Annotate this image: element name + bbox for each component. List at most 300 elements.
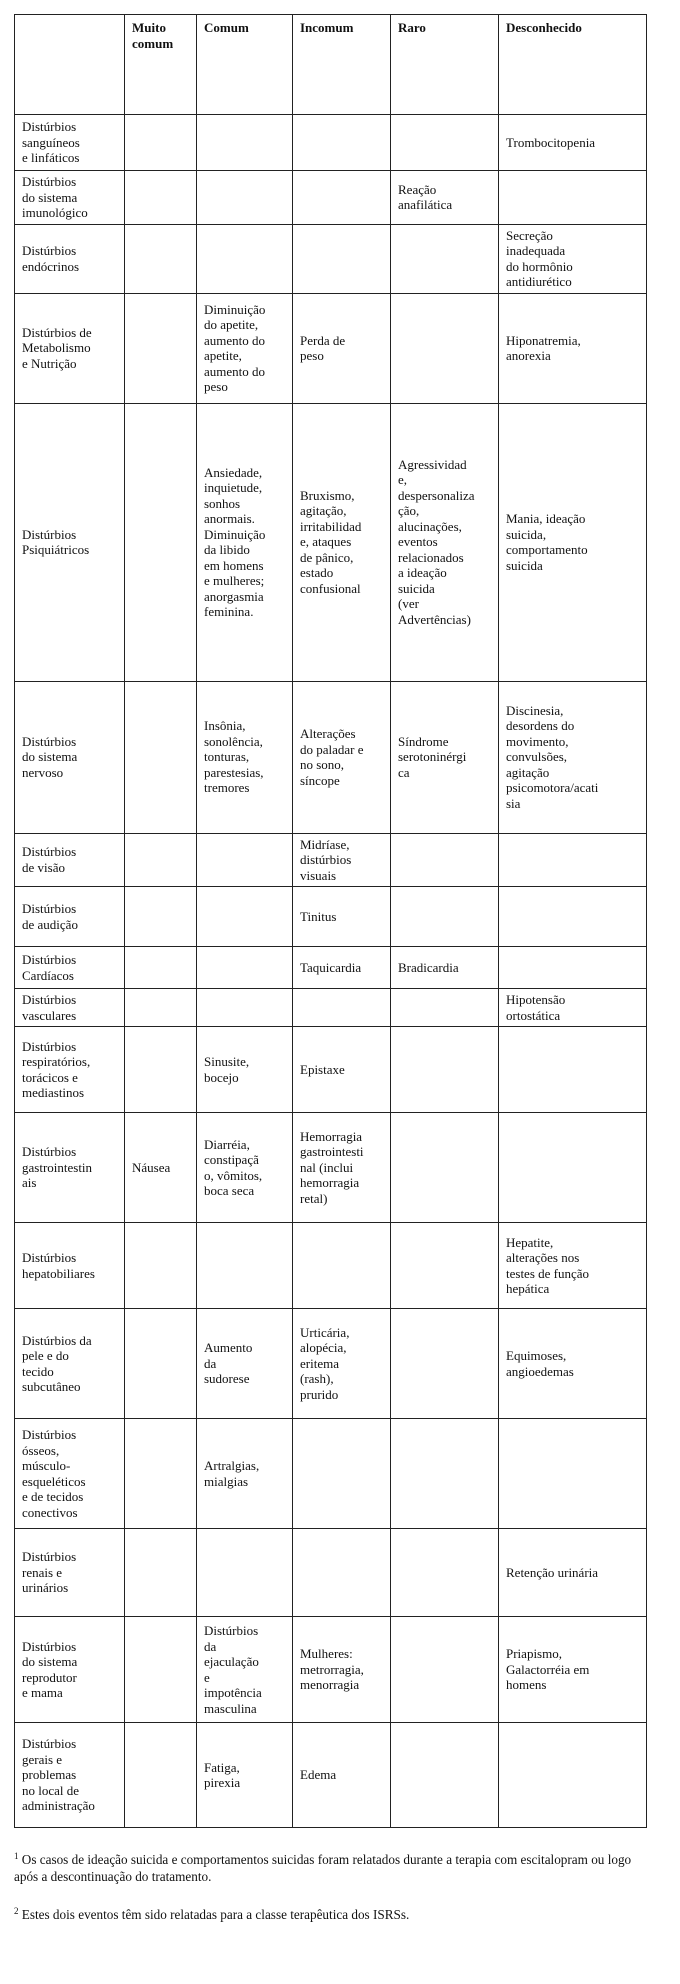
cell-text-line: administração bbox=[22, 1798, 95, 1814]
cell-text-line: Distúrbios bbox=[204, 1623, 259, 1638]
cell-text-line: e, ataques bbox=[300, 534, 352, 550]
cell-text-line: Agressividad bbox=[398, 456, 467, 472]
cell-text-line: mialgias bbox=[204, 1473, 249, 1489]
organ-class-cell bbox=[15, 887, 125, 947]
frequency-cell-desconhecido bbox=[499, 171, 647, 225]
frequency-cell-muito-comum bbox=[125, 887, 197, 947]
cell-text-line: gastrointesti bbox=[300, 1144, 364, 1160]
cell-text-line: anorexia bbox=[506, 348, 551, 363]
cell-text-line: Distúrbios bbox=[22, 1144, 77, 1160]
frequency-cell-incomum bbox=[293, 1529, 391, 1617]
cell-text-line: Discinesia, bbox=[506, 702, 564, 718]
cell-text-line: ca bbox=[398, 764, 410, 780]
cell-text-line: Advertências) bbox=[398, 611, 471, 627]
frequency-cell-muito-comum bbox=[125, 115, 197, 171]
cell-text-line: Distúrbios bbox=[22, 992, 77, 1007]
cell-text-line: da libido bbox=[204, 542, 250, 557]
cell-text-line: eventos bbox=[398, 534, 438, 550]
cell-text-line: (ver bbox=[398, 596, 419, 612]
cell-text-line: suicida, bbox=[506, 526, 547, 542]
organ-class-cell bbox=[15, 293, 125, 403]
cell-text-line: de audição bbox=[22, 916, 78, 932]
frequency-cell-incomum bbox=[293, 1617, 391, 1723]
cell-text-line: Aumento bbox=[204, 1340, 253, 1356]
cell-text-line: ejaculação bbox=[204, 1654, 259, 1669]
cell-text-line: boca seca bbox=[204, 1183, 255, 1198]
cell-text-line: no sono, bbox=[300, 757, 345, 772]
cell-text-line: síncope bbox=[300, 772, 340, 788]
frequency-cell-desconhecido bbox=[499, 293, 647, 403]
cell-text-line: alucinações, bbox=[398, 518, 462, 534]
cell-text-line: Distúrbios bbox=[22, 119, 77, 135]
header-cell-comum: Comum bbox=[197, 15, 293, 115]
cell-text-line: subcutâneo bbox=[22, 1379, 81, 1394]
table-row bbox=[15, 833, 647, 887]
cell-text-line: masculina bbox=[204, 1700, 257, 1716]
cell-text-line: Distúrbios bbox=[22, 243, 77, 258]
organ-class-cell bbox=[15, 115, 125, 171]
table-row bbox=[15, 1223, 647, 1309]
cell-text-line: Midríase, bbox=[300, 836, 350, 852]
cell-text-line: testes de função bbox=[506, 1265, 590, 1281]
cell-text-line: Reação bbox=[398, 181, 437, 197]
cell-text-line: a ideação bbox=[398, 565, 447, 581]
cell-text-line: Distúrbios bbox=[22, 733, 77, 749]
cell-text-line: ósseos, bbox=[22, 1442, 60, 1458]
frequency-cell-incomum bbox=[293, 1223, 391, 1309]
adverse-reactions-table bbox=[14, 14, 647, 1828]
cell-text-line: Tinitus bbox=[300, 908, 337, 924]
cell-text-line: anorgasmia bbox=[204, 588, 264, 604]
cell-text-line: Distúrbios bbox=[22, 1038, 77, 1054]
frequency-cell-comum bbox=[197, 1223, 293, 1309]
cell-text-line: movimento, bbox=[506, 733, 569, 749]
cell-text-line: metrorragia, bbox=[300, 1661, 364, 1677]
cell-text-line: vasculares bbox=[22, 1007, 77, 1023]
frequency-cell-raro bbox=[391, 833, 499, 887]
frequency-cell-raro bbox=[391, 171, 499, 225]
frequency-cell-desconhecido bbox=[499, 115, 647, 171]
frequency-cell-muito-comum bbox=[125, 293, 197, 403]
cell-text-line: distúrbios bbox=[300, 852, 352, 867]
organ-class-cell bbox=[15, 224, 125, 293]
cell-text-line: Psiquiátricos bbox=[22, 542, 90, 557]
table-row bbox=[15, 989, 647, 1027]
cell-text-line: desordens do bbox=[506, 718, 575, 734]
table-row bbox=[15, 1113, 647, 1223]
frequency-cell-raro bbox=[391, 1617, 499, 1723]
frequency-cell-incomum bbox=[293, 1309, 391, 1419]
cell-text-line: conectivos bbox=[22, 1504, 78, 1520]
cell-text-line: Metabolismo bbox=[22, 340, 91, 356]
frequency-cell-comum bbox=[197, 1309, 293, 1419]
cell-text-line: (rash), bbox=[300, 1371, 334, 1387]
frequency-cell-muito-comum bbox=[125, 403, 197, 681]
cell-text-line: em homens bbox=[204, 557, 264, 573]
table-row bbox=[15, 1309, 647, 1419]
cell-text-line: tremores bbox=[204, 780, 250, 796]
document-page bbox=[14, 14, 666, 1941]
frequency-cell-incomum bbox=[293, 171, 391, 225]
frequency-cell-desconhecido bbox=[499, 989, 647, 1027]
cell-text-line: Artralgias, bbox=[204, 1458, 260, 1473]
frequency-cell-raro bbox=[391, 947, 499, 989]
frequency-cell-desconhecido bbox=[499, 1723, 647, 1828]
table-row bbox=[15, 171, 647, 225]
table-row bbox=[15, 1529, 647, 1617]
header-cell-raro: Raro bbox=[391, 15, 499, 115]
cell-text-line: Edema bbox=[300, 1767, 337, 1783]
frequency-cell-desconhecido bbox=[499, 681, 647, 833]
cell-text-line: Mulheres: bbox=[300, 1646, 353, 1662]
cell-text-line: constipaçã bbox=[204, 1152, 259, 1167]
cell-text-line: ortostática bbox=[506, 1007, 561, 1023]
table-row bbox=[15, 224, 647, 293]
cell-text-line: da bbox=[204, 1638, 217, 1654]
cell-text-line: Sinusite, bbox=[204, 1054, 250, 1069]
cell-text-line: suicida bbox=[506, 557, 543, 573]
cell-text-line: feminina. bbox=[204, 604, 254, 619]
frequency-cell-raro bbox=[391, 1529, 499, 1617]
table-row bbox=[15, 1419, 647, 1529]
frequency-cell-desconhecido bbox=[499, 1027, 647, 1113]
frequency-cell-muito-comum bbox=[125, 989, 197, 1027]
frequency-cell-muito-comum bbox=[125, 1617, 197, 1723]
cell-text-line: torácicos e bbox=[22, 1069, 78, 1085]
frequency-cell-comum bbox=[197, 403, 293, 681]
frequency-cell-raro bbox=[391, 989, 499, 1027]
cell-text-line: aumento do bbox=[204, 332, 266, 348]
cell-text-line: Urticária, bbox=[300, 1324, 350, 1340]
cell-text-line: suicida bbox=[398, 580, 435, 596]
cell-text-line: relacionados bbox=[398, 549, 464, 565]
frequency-cell-raro bbox=[391, 1419, 499, 1529]
frequency-cell-desconhecido bbox=[499, 224, 647, 293]
frequency-cell-muito-comum bbox=[125, 1723, 197, 1828]
frequency-cell-desconhecido bbox=[499, 403, 647, 681]
frequency-cell-muito-comum bbox=[125, 224, 197, 293]
cell-text-line: Distúrbios bbox=[22, 1736, 77, 1752]
frequency-cell-incomum bbox=[293, 887, 391, 947]
frequency-cell-muito-comum bbox=[125, 1027, 197, 1113]
cell-text-line: Hepatite, bbox=[506, 1234, 554, 1250]
cell-text-line: tecido bbox=[22, 1363, 54, 1379]
cell-text-line: do sistema bbox=[22, 1654, 78, 1669]
frequency-cell-desconhecido bbox=[499, 947, 647, 989]
frequency-cell-raro bbox=[391, 1223, 499, 1309]
header-cell-desconhecido: Desconhecido bbox=[499, 15, 647, 115]
cell-text-line: bocejo bbox=[204, 1069, 239, 1085]
frequency-cell-raro bbox=[391, 887, 499, 947]
header-cell-incomum: Incomum bbox=[293, 15, 391, 115]
cell-text-line: irritabilidad bbox=[300, 518, 362, 534]
cell-text-line: estado bbox=[300, 565, 334, 581]
cell-text-line: Trombocitopenia bbox=[506, 134, 596, 150]
cell-text-line: parestesias, bbox=[204, 764, 264, 780]
cell-text-line: hemorragia bbox=[300, 1175, 360, 1191]
cell-text-line: Secreção bbox=[506, 227, 553, 243]
cell-text-line: do hormônio bbox=[506, 258, 573, 274]
cell-text-line: Retenção urinária bbox=[506, 1564, 599, 1580]
frequency-cell-comum bbox=[197, 1529, 293, 1617]
table-body bbox=[15, 115, 647, 1828]
frequency-cell-comum bbox=[197, 989, 293, 1027]
cell-text-line: hepática bbox=[506, 1281, 550, 1296]
frequency-cell-desconhecido bbox=[499, 1617, 647, 1723]
cell-text-line: anafilática bbox=[398, 197, 453, 213]
frequency-cell-raro bbox=[391, 403, 499, 681]
frequency-cell-incomum bbox=[293, 293, 391, 403]
cell-text-line: Distúrbios bbox=[22, 1549, 77, 1565]
cell-text-line: Distúrbios bbox=[22, 1638, 77, 1654]
cell-text-line: Bruxismo, bbox=[300, 487, 355, 503]
cell-text-line: do paladar e bbox=[300, 741, 364, 757]
frequency-cell-desconhecido bbox=[499, 887, 647, 947]
footnote-2 bbox=[14, 1903, 654, 1923]
frequency-cell-comum bbox=[197, 1027, 293, 1113]
cell-text-line: peso bbox=[300, 348, 324, 363]
cell-text-line: eritema bbox=[300, 1355, 339, 1371]
frequency-cell-incomum bbox=[293, 833, 391, 887]
frequency-cell-raro bbox=[391, 224, 499, 293]
cell-text-line: do sistema bbox=[22, 749, 78, 765]
cell-text-line: da bbox=[204, 1355, 217, 1371]
footnote-1 bbox=[14, 1848, 654, 1885]
table-row bbox=[15, 1027, 647, 1113]
frequency-cell-comum bbox=[197, 171, 293, 225]
frequency-cell-muito-comum bbox=[125, 1419, 197, 1529]
frequency-cell-muito-comum bbox=[125, 1113, 197, 1223]
frequency-cell-comum bbox=[197, 1617, 293, 1723]
frequency-cell-raro bbox=[391, 293, 499, 403]
cell-text-line: Alterações bbox=[300, 726, 356, 741]
frequency-cell-incomum bbox=[293, 403, 391, 681]
table-header-row bbox=[15, 15, 647, 115]
cell-text-line: sia bbox=[506, 795, 521, 811]
cell-text-line: inadequada bbox=[506, 243, 566, 258]
cell-text-line: e, bbox=[398, 472, 408, 488]
frequency-cell-incomum bbox=[293, 1723, 391, 1828]
frequency-cell-incomum bbox=[293, 681, 391, 833]
cell-text-line: gerais e bbox=[22, 1751, 63, 1767]
organ-class-cell bbox=[15, 1419, 125, 1529]
cell-text-line: e de tecidos bbox=[22, 1489, 84, 1504]
cell-text-line: Síndrome bbox=[398, 733, 449, 749]
table-row bbox=[15, 947, 647, 989]
cell-text-line: Distúrbios bbox=[22, 952, 77, 967]
cell-text-line: visuais bbox=[300, 867, 337, 883]
cell-text-line: respiratórios, bbox=[22, 1054, 91, 1069]
frequency-cell-comum bbox=[197, 293, 293, 403]
cell-text-line: ção, bbox=[398, 503, 420, 519]
frequency-cell-comum bbox=[197, 681, 293, 833]
cell-text-line: ais bbox=[22, 1175, 37, 1191]
cell-text-line: renais e bbox=[22, 1564, 63, 1580]
frequency-cell-incomum bbox=[293, 947, 391, 989]
cell-text-line: Taquicardia bbox=[300, 959, 362, 975]
cell-text-line: pele e do bbox=[22, 1348, 69, 1363]
table-row bbox=[15, 115, 647, 171]
cell-text-line: e Nutrição bbox=[22, 355, 77, 371]
frequency-cell-muito-comum bbox=[125, 1529, 197, 1617]
organ-class-cell bbox=[15, 1223, 125, 1309]
cell-text-line: menorragia bbox=[300, 1677, 360, 1693]
cell-text-line: impotência bbox=[204, 1685, 262, 1700]
cell-text-line: Priapismo, bbox=[506, 1646, 562, 1662]
frequency-cell-raro bbox=[391, 115, 499, 171]
footnote-marker: 1 bbox=[14, 1851, 19, 1861]
footnote-text: Os casos de ideação suicida e comportamentos suicidas foram relatados durante a terapia com escitalopram ou logo após a descontinuação do tratamento. bbox=[14, 1852, 632, 1884]
cell-text-line: Hemorragia bbox=[300, 1128, 363, 1144]
cell-text-line: e mulheres; bbox=[204, 573, 265, 588]
cell-text-line: Distúrbios bbox=[22, 1250, 77, 1265]
cell-text-line: hepatobiliares bbox=[22, 1265, 95, 1281]
cell-text-line: no local de bbox=[22, 1782, 80, 1798]
frequency-cell-muito-comum bbox=[125, 947, 197, 989]
organ-class-cell bbox=[15, 171, 125, 225]
cell-text-line: sanguíneos bbox=[22, 134, 80, 150]
frequency-cell-raro bbox=[391, 1723, 499, 1828]
organ-class-cell bbox=[15, 1027, 125, 1113]
cell-text-line: de pânico, bbox=[300, 549, 354, 565]
cell-text-line: sonolência, bbox=[204, 733, 263, 749]
cell-text-line: Distúrbios da bbox=[22, 1332, 92, 1348]
frequency-cell-raro bbox=[391, 1309, 499, 1419]
frequency-cell-desconhecido bbox=[499, 1309, 647, 1419]
cell-text-line: gastrointestin bbox=[22, 1159, 93, 1175]
cell-text-line: Distúrbios de bbox=[22, 324, 92, 340]
frequency-cell-comum bbox=[197, 1113, 293, 1223]
cell-text-line: mediastinos bbox=[22, 1085, 85, 1100]
cell-text-line: Bradicardia bbox=[398, 959, 459, 975]
table-row bbox=[15, 403, 647, 681]
organ-class-cell bbox=[15, 1309, 125, 1419]
organ-class-cell bbox=[15, 833, 125, 887]
cell-text-line: angioedemas bbox=[506, 1363, 574, 1379]
frequency-cell-incomum bbox=[293, 1027, 391, 1113]
footnotes bbox=[14, 1848, 654, 1923]
organ-class-cell bbox=[15, 947, 125, 989]
frequency-cell-comum bbox=[197, 115, 293, 171]
organ-class-cell bbox=[15, 1113, 125, 1223]
cell-text-line: Náusea bbox=[132, 1159, 171, 1175]
cell-text-line: músculo- bbox=[22, 1458, 71, 1473]
cell-text-line: Cardíacos bbox=[22, 967, 74, 983]
cell-text-line: retal) bbox=[300, 1190, 328, 1206]
footnote-text: Estes dois eventos têm sido relatadas para a classe terapêutica dos ISRSs. bbox=[21, 1907, 410, 1922]
cell-text-line: de visão bbox=[22, 859, 65, 875]
cell-text-line: pirexia bbox=[204, 1775, 241, 1790]
cell-text-line: endócrinos bbox=[22, 258, 80, 274]
cell-text-line: sonhos bbox=[204, 495, 241, 511]
organ-class-cell bbox=[15, 681, 125, 833]
frequency-cell-comum bbox=[197, 1419, 293, 1529]
cell-text-line: psicomotora/acati bbox=[506, 780, 599, 796]
cell-text-line: imunológico bbox=[22, 205, 88, 220]
header-cell-muito-comum: Muito comum bbox=[125, 15, 197, 115]
frequency-cell-desconhecido bbox=[499, 833, 647, 887]
cell-text-line: agitação bbox=[506, 764, 550, 780]
frequency-cell-raro bbox=[391, 681, 499, 833]
cell-text-line: Distúrbios bbox=[22, 901, 77, 916]
frequency-cell-muito-comum bbox=[125, 833, 197, 887]
frequency-cell-incomum bbox=[293, 1113, 391, 1223]
frequency-cell-incomum bbox=[293, 989, 391, 1027]
organ-class-cell bbox=[15, 1617, 125, 1723]
cell-text-line: e bbox=[204, 1669, 210, 1685]
frequency-cell-comum bbox=[197, 224, 293, 293]
frequency-cell-desconhecido bbox=[499, 1419, 647, 1529]
cell-text-line: antidiurético bbox=[506, 274, 572, 289]
frequency-cell-muito-comum bbox=[125, 171, 197, 225]
cell-text-line: Diminuição bbox=[204, 301, 266, 317]
cell-text-line: apetite, bbox=[204, 348, 242, 363]
frequency-cell-raro bbox=[391, 1113, 499, 1223]
cell-text-line: Insônia, bbox=[204, 718, 246, 734]
cell-text-line: Ansiedade, bbox=[204, 464, 263, 480]
cell-text-line: anormais. bbox=[204, 511, 255, 526]
cell-text-line: Hiponatremia, bbox=[506, 332, 581, 348]
frequency-cell-comum bbox=[197, 947, 293, 989]
frequency-cell-comum bbox=[197, 833, 293, 887]
cell-text-line: Diarréia, bbox=[204, 1136, 250, 1152]
frequency-cell-incomum bbox=[293, 1419, 391, 1529]
cell-text-line: serotoninérgi bbox=[398, 749, 467, 765]
frequency-cell-incomum bbox=[293, 115, 391, 171]
frequency-cell-desconhecido bbox=[499, 1223, 647, 1309]
cell-text-line: Distúrbios bbox=[22, 526, 77, 542]
cell-text-line: confusional bbox=[300, 580, 361, 596]
frequency-cell-comum bbox=[197, 1723, 293, 1828]
cell-text-line: tonturas, bbox=[204, 749, 250, 765]
frequency-cell-comum bbox=[197, 887, 293, 947]
table-row bbox=[15, 681, 647, 833]
cell-text-line: sudorese bbox=[204, 1371, 250, 1387]
cell-text-line: e linfáticos bbox=[22, 150, 80, 166]
cell-text-line: despersonaliza bbox=[398, 487, 475, 503]
cell-text-line: homens bbox=[506, 1677, 547, 1693]
cell-text-line: Perda de bbox=[300, 332, 346, 348]
cell-text-line: convulsões, bbox=[506, 749, 568, 765]
cell-text-line: Hipotensão bbox=[506, 992, 566, 1007]
cell-text-line: peso bbox=[204, 379, 228, 394]
cell-text-line: Galactorréia em bbox=[506, 1661, 590, 1677]
cell-text-line: e mama bbox=[22, 1685, 63, 1700]
cell-text-line: nervoso bbox=[22, 764, 64, 780]
cell-text-line: o, vômitos, bbox=[204, 1167, 263, 1183]
cell-text-line: aumento do bbox=[204, 363, 266, 379]
frequency-cell-desconhecido bbox=[499, 1529, 647, 1617]
table-row bbox=[15, 293, 647, 403]
cell-text-line: Equimoses, bbox=[506, 1348, 567, 1363]
frequency-cell-muito-comum bbox=[125, 681, 197, 833]
cell-text-line: alopécia, bbox=[300, 1340, 347, 1356]
cell-text-line: problemas bbox=[22, 1767, 77, 1783]
frequency-cell-muito-comum bbox=[125, 1223, 197, 1309]
cell-text-line: nal (inclui bbox=[300, 1159, 354, 1175]
organ-class-cell bbox=[15, 989, 125, 1027]
cell-text-line: do apetite, bbox=[204, 317, 259, 332]
cell-text-line: do sistema bbox=[22, 189, 78, 205]
cell-text-line: Diminuição bbox=[204, 526, 266, 542]
organ-class-cell bbox=[15, 403, 125, 681]
frequency-cell-incomum bbox=[293, 224, 391, 293]
table-row bbox=[15, 1723, 647, 1828]
cell-text-line: comportamento bbox=[506, 542, 588, 557]
frequency-cell-raro bbox=[391, 1027, 499, 1113]
cell-text-line: inquietude, bbox=[204, 480, 263, 495]
footnote-marker: 2 bbox=[14, 1906, 19, 1916]
